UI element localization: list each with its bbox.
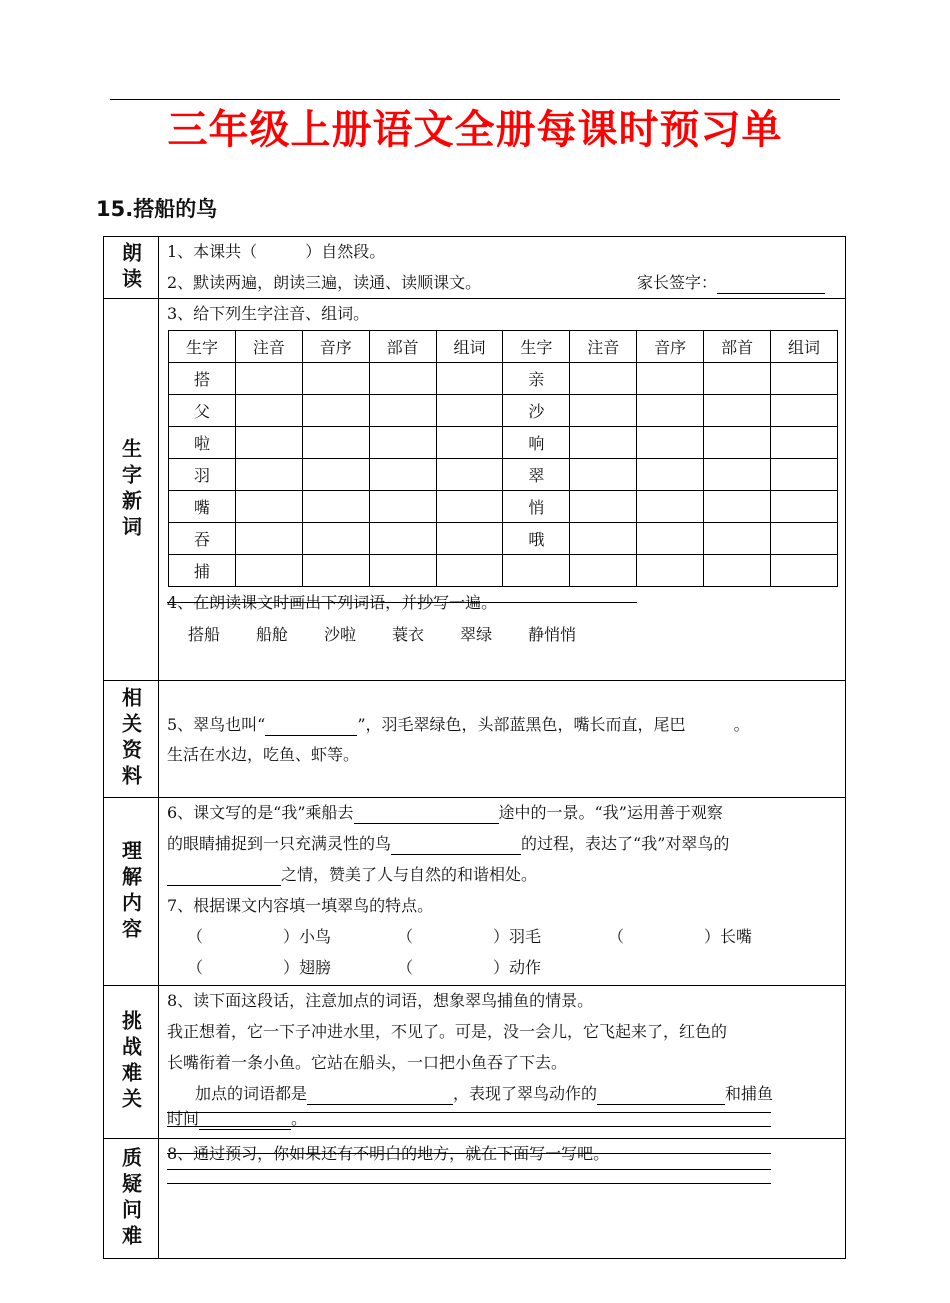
word: 翠绿 — [460, 625, 493, 644]
section-label: 理解内容 — [104, 798, 159, 985]
table-row: 羽 翠 — [169, 459, 838, 491]
question-6: 6、课文写的是“我”乘船去 途中的一景。“我”运用善于观察 — [167, 803, 723, 822]
question-5: 5、翠鸟也叫“ ”，羽毛翠绿色，头部蓝黑色，嘴长而直，尾巴 。 — [167, 715, 750, 734]
trait-fill[interactable]: （ ）小鸟 — [187, 927, 332, 946]
character-table — [168, 330, 838, 587]
word: 蓑衣 — [392, 625, 425, 644]
writing-rule — [167, 1126, 771, 1127]
trait-fill[interactable]: （ ）羽毛 — [397, 927, 542, 946]
header-rule — [110, 99, 840, 100]
table-row: 吞 哦 — [169, 523, 838, 555]
passage-line-1: 我正想着，它一下子冲进水里，不见了。可是，没一会儿，它飞起来了，红色的 — [167, 1022, 728, 1041]
section-label: 质疑问难 — [104, 1139, 159, 1258]
writing-rule — [167, 1153, 771, 1154]
word: 静悄悄 — [528, 625, 577, 644]
writing-rule — [167, 1183, 771, 1184]
section-reading — [104, 237, 845, 299]
question-4: 4、在朗读课文时画出下列词语，并抄写一遍。 — [167, 593, 498, 612]
question-6-line-2: 的眼睛捕捉到一只充满灵性的鸟 的过程，表达了“我”对翠鸟的 — [167, 834, 730, 853]
writing-rule — [167, 1169, 771, 1170]
trait-fill[interactable]: （ ）长嘴 — [608, 927, 753, 946]
table-row: 嘴 悄 — [169, 491, 838, 523]
section-related-info — [104, 681, 845, 798]
section-label: 挑战难关 — [104, 986, 159, 1138]
trait-fill[interactable]: （ ）动作 — [397, 958, 542, 977]
table-row: 捕 — [169, 555, 838, 587]
worksheet-table — [103, 236, 846, 1259]
word: 船舱 — [256, 625, 289, 644]
section-label: 朗读 — [104, 237, 159, 298]
table-row: 搭 亲 — [169, 363, 838, 395]
question-7: 7、根据课文内容填一填翠鸟的特点。 — [167, 896, 434, 915]
section-challenge — [104, 986, 845, 1139]
question-6-line-3: 之情，赞美了人与自然的和谐相处。 — [167, 864, 537, 886]
question-8b: 8、通过预习，你如果还有不明白的地方，就在下面写一写吧。 — [167, 1144, 610, 1163]
section-questions — [104, 1139, 845, 1258]
table-row: 父 沙 — [169, 395, 838, 427]
table-header-row: 生字 注音 音序 部首 组词 生字 注音 音序 部首 组词 — [169, 331, 838, 363]
question-3: 3、给下列生字注音、组词。 — [167, 304, 370, 323]
section-label: 生字新词 — [104, 299, 159, 680]
section-label: 相关资料 — [104, 681, 159, 797]
section-new-words — [104, 299, 845, 681]
word: 搭船 — [188, 625, 221, 644]
question-1: 1、本课共（ ）自然段。 — [167, 242, 386, 261]
question-2: 2、默读两遍，朗读三遍，读通、读顺课文。 — [167, 273, 482, 292]
table-row: 啦 响 — [169, 427, 838, 459]
word: 沙啦 — [324, 625, 357, 644]
parent-signature[interactable]: 家长签字： — [637, 272, 825, 294]
question-8: 8、读下面这段话，注意加点的词语，想象翠鸟捕鱼的情景。 — [167, 991, 594, 1010]
lesson-title: 15.搭船的鸟 — [96, 197, 218, 221]
word-list — [188, 624, 612, 646]
question-5-line-2: 生活在水边，吃鱼、虾等。 — [167, 745, 360, 764]
fill-line: 加点的词语都是 ，表现了翠鸟动作的 和捕鱼 — [195, 1084, 774, 1103]
passage-line-2: 长嘴衔着一条小鱼。它站在船头，一口把小鱼吞了下去。 — [167, 1053, 568, 1072]
writing-rule — [167, 1112, 771, 1113]
strike-rule — [167, 602, 637, 603]
document-title: 三年级上册语文全册每课时预习单 — [167, 107, 783, 153]
trait-fill[interactable]: （ ）翅膀 — [187, 958, 332, 977]
fill-line-2: 时间 。 — [167, 1109, 308, 1128]
section-understanding — [104, 798, 845, 986]
